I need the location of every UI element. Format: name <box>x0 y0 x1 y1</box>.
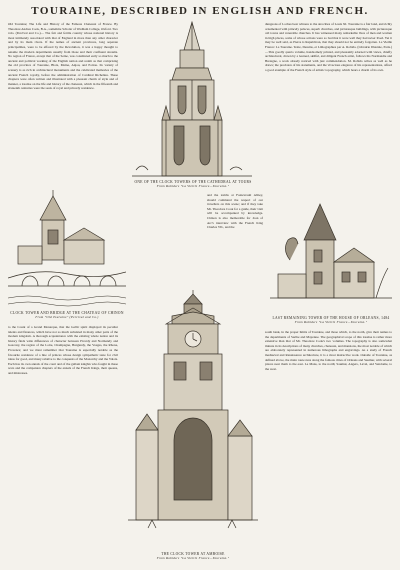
orleans-tower-illustration <box>270 200 392 315</box>
caption-credit: From Robida's "La Vieille France—Touraine." <box>156 556 230 561</box>
chinon-caption <box>8 311 126 320</box>
article-column-middle <box>207 193 263 230</box>
caption-text: THE CLOCK TOWER AT AMBOISE <box>161 552 225 556</box>
chinon-clock-tower-illustration <box>8 190 126 310</box>
article-text: Old Touraine; The Life and History of the Famous Chateaux of France. By Theodore Andrea Cook, B.A., sometime Scholar of Wadham College, Oxford. Two vols. (Percival and Co.)— The fair and fertile country whose national history is most intimately associated with that of England in more than any other character and by its main rivers. If the names of ancient provinces, long separate principalities, were to be effaced by the Revolution, it was a happy thought to rename the modern departments usually from those and their confluent streams. No region of France, except that of the Seine, was constituted early so much to the ancient and political working of the English nation and realm as that comprising the old province of Touraine, Blois, Maine, Anjou, and Poitou. Its variety of scenery is as rich in architectural monuments and the celebrated memories of the ancient French royalty, before the administration of Cardinal Richelieu. These chapters were often written and illustrated with a pleasant charm of style and of manner, a treatise on the life and history of the chateaux, which in the fifteenth and sixteenth centuries were the seats of royal and princely residence. <box>8 22 118 91</box>
page-title: TOURAINE, DESCRIBED IN ENGLISH AND FRENCH. <box>31 5 369 17</box>
article-text: dungeons of Loches bear witness to the atrocities of Louis XI. Touraine is a fair land, and richly ornamented with princely palaces, superb churches, and picturesque buildings, with picturesque old towns and venerable churches. It has witnessed many remarkable lives of men and women in high places, some of whose actions were so bad that it were well they had never lived. Yet it may be well said, as Pierre is Republican, that they should not be entirely forgotten. La Vieille France: La Touraine. Texte, Dessins, et Lithographies par A. Robida. (Librairie Illustrée, Paris.)—This goodly quarto volume, handsomely printed, and pleasantly adorned with views, chiefly architectural, drawn by a learned, skilful, and diligent French artist, follows his Normandie and Bretagne, a work already noticed with just commendation. M. Robida writes as well as he draws; the precision of his statements, and the vivacious elegance of his representations, afford a good example of the French style of artistic topography, which bears a charm of its own. <box>265 22 392 72</box>
cathedral-caption <box>128 180 258 189</box>
caption-credit: From Robida's "La Vieille France—Touraine." <box>294 320 368 325</box>
article-column-right-bottom <box>265 330 392 371</box>
caption-text: ONE OF THE CLOCK TOWERS OF THE CATHEDRAL AT TOURS <box>134 180 252 184</box>
article-column-left-top <box>8 22 118 91</box>
article-text: to the Count of a Grand Monarque, that the Gallic spirit displayed its peculiar talents and finances, which have not so much subsisted in many other parts of the modern kingdom. A thorough acquaintance with the existing whole nation and its history finds wide differences of character between Picardy and Normandy and Gascony, the region of the Loire, Champagne, Burgundy, the Vosges, the Rhone, Provence; and we must remember that Touraine is especially notable as the favourite residence of a line of princes whose design sympathetic taste for civil ideas for good, and many relative to the conquests of the Monarchy and the Valois. Each has its own annals of the court and of the gallant knights who fought in these wars and the companion chapters of the annals of the French Kings, their queens, and mistresses. <box>8 325 118 375</box>
orleans-caption <box>268 316 394 325</box>
caption-text: CLOCK TOWER AND BRIDGE AT THE CHATEAU OF CHINON <box>10 311 124 315</box>
article-column-left-bottom <box>8 325 118 376</box>
article-text: south bank, in the proper limits of Touraine, and those which, to the north, give their names to the departments of Sarthe and Mayenne. The geographical scope of this treatise is rather more extensive than that of Mr. Theodore Cook's two volumes. The topography is also somewhat minute in its descriptions of many churches, chateaux, and mansions, the most notable of which are elaborately represented in numerous lithographs and engravings. As a study of French mediaeval and Renaissance architecture, it is a most instructive work. Outside of Touraine, as defined above, the main route runs along the famous cities of Orleans and Saumur, with several places near them to the east. Le Mans, to the north; Saumur, Angers, Laval, and Vendome, to the west. <box>265 330 392 371</box>
article-column-right-top <box>265 22 392 73</box>
article-text: and the tombs at Fontevrault Abbey, should command the respect of our travellers on this scene; and if they take Mr. Theodore Cook for a guide, their visit will be accompanied by knowledge. Chinon is also memorable for Joan of Arc's interview with the French King Charles VII., and the <box>207 193 263 230</box>
caption-credit: From "Old Touraine" (Percival and Co.) <box>35 315 99 320</box>
caption-credit: From Robida's "La Vieille France—Touraine." <box>156 184 230 189</box>
amboise-clock-tower-illustration <box>128 290 258 550</box>
amboise-caption <box>140 552 246 561</box>
caption-text: LAST REMAINING TOWER OF THE HOUSE OF ORLEANS, 1484 <box>272 316 390 320</box>
cathedral-tower-illustration <box>122 20 262 178</box>
